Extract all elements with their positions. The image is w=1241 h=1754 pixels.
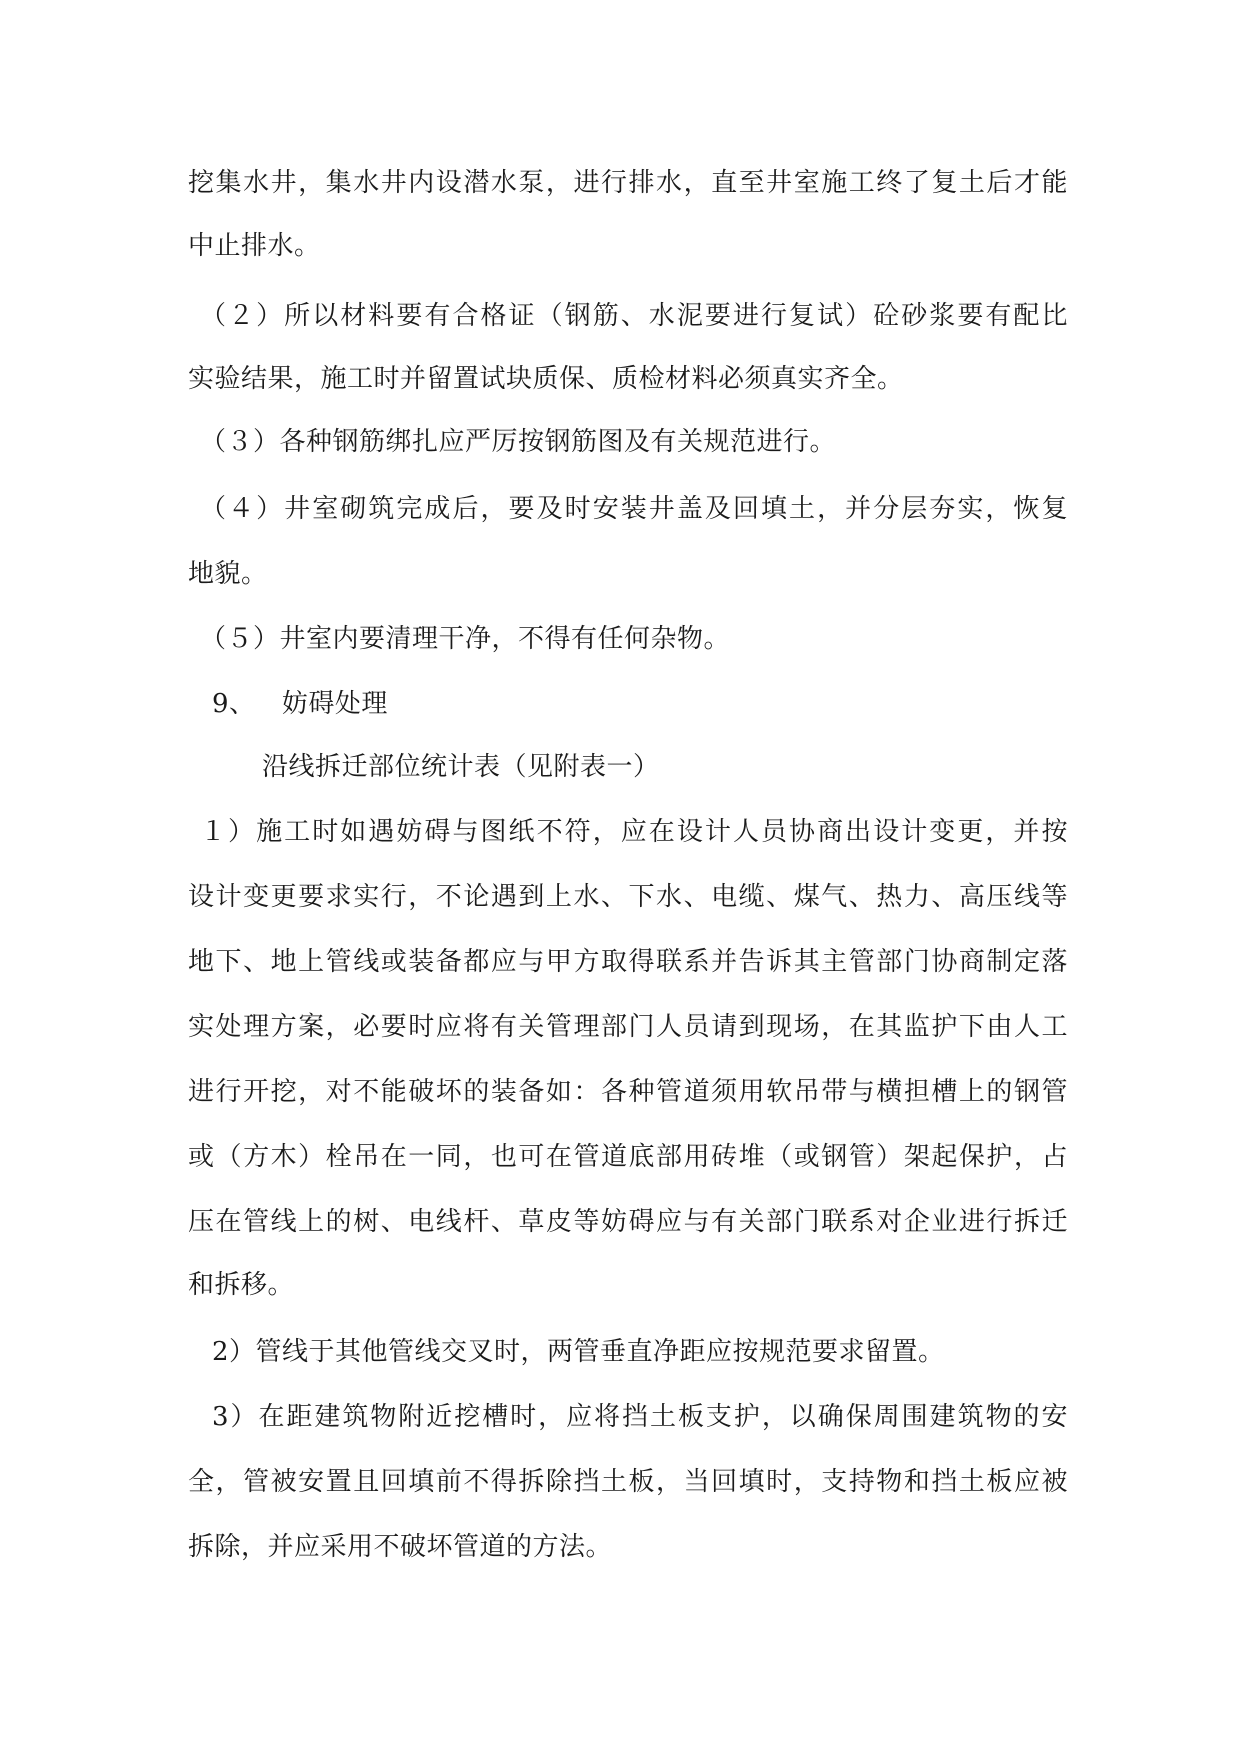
- section-heading: 9、 妨碍处理: [212, 689, 388, 719]
- text-line: 挖集水井，集水井内设潜水泵，进行排水，直至井室施工终了复土后才能: [188, 168, 1068, 198]
- text-line: （５）井室内要清理干净，不得有任何杂物。: [200, 624, 731, 654]
- text-line: （３）各种钢筋绑扎应严厉按钢筋图及有关规范进行。: [200, 427, 837, 457]
- text-line: 全，管被安置且回填前不得拆除挡土板，当回填时，支持物和挡土板应被: [188, 1467, 1068, 1497]
- text-line: 2）管线于其他管线交叉时，两管垂直净距应按规范要求留置。: [212, 1337, 945, 1367]
- text-line: （２）所以材料要有合格证（钢筋、水泥要进行复试）砼砂浆要有配比: [200, 301, 1068, 331]
- text-line: （４）井室砌筑完成后，要及时安装井盖及回填土，并分层夯实，恢复: [200, 494, 1068, 524]
- text-line: １）施工时如遇妨碍与图纸不符，应在设计人员协商出设计变更，并按: [200, 817, 1068, 847]
- text-line: 和拆移。: [188, 1270, 295, 1300]
- text-line: 拆除，并应采用不破坏管道的方法。: [188, 1532, 613, 1562]
- text-line: 中止排水。: [188, 231, 321, 261]
- text-line: 实验结果，施工时并留置试块质保、质检材料必须真实齐全。: [188, 364, 904, 394]
- text-line: 进行开挖，对不能破坏的装备如：各种管道须用软吊带与横担槽上的钢管: [188, 1077, 1068, 1107]
- text-line: 或（方木）栓吊在一同，也可在管道底部用砖堆（或钢管）架起保护，占: [188, 1142, 1068, 1172]
- text-line: 地貌。: [188, 559, 268, 589]
- text-line: 地下、地上管线或装备都应与甲方取得联系并告诉其主管部门协商制定落: [188, 947, 1068, 977]
- text-line: 沿线拆迁部位统计表（见附表一）: [262, 752, 660, 782]
- text-line: 实处理方案，必要时应将有关管理部门人员请到现场，在其监护下由人工: [188, 1012, 1068, 1042]
- text-line: 压在管线上的树、电线杆、草皮等妨碍应与有关部门联系对企业进行拆迁: [188, 1207, 1068, 1237]
- text-line: 设计变更要求实行，不论遇到上水、下水、电缆、煤气、热力、高压线等: [188, 882, 1068, 912]
- text-line: 3）在距建筑物附近挖槽时，应将挡土板支护，以确保周围建筑物的安: [212, 1402, 1068, 1432]
